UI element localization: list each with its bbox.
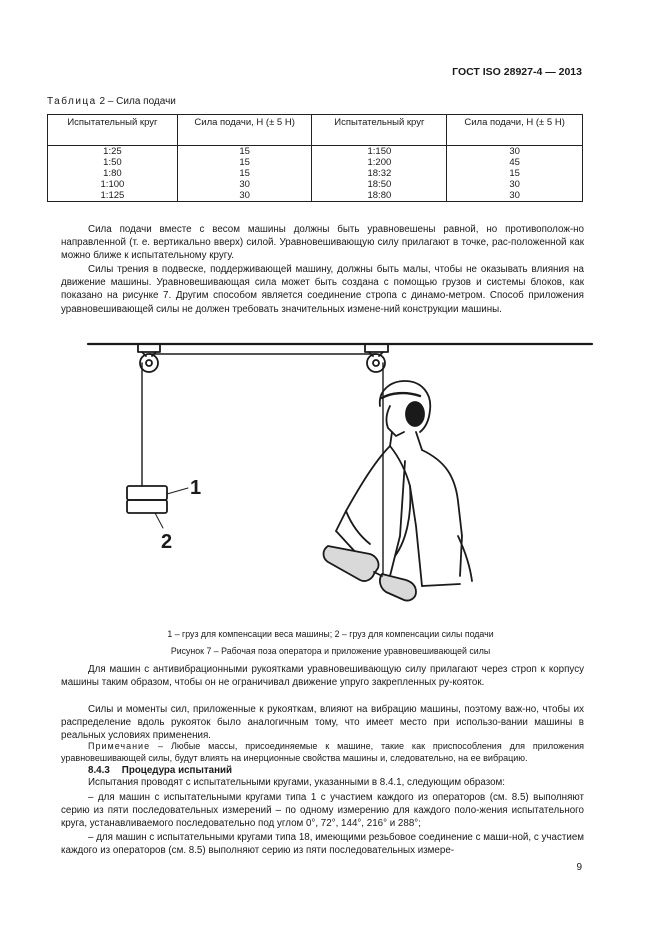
grinder-tool: [324, 546, 417, 601]
figure-label-2: 2: [161, 531, 173, 553]
paragraph-antivibration: [61, 663, 584, 689]
table-cell: 1:50: [48, 157, 178, 168]
paragraph-text: Силы и моменты сил, приложенные к рукояткам, влияют на вибрацию машины, поэтому важ-но, чтобы их распределение вдоль рукояток было аналогичным тому, что имеет место при использо-вании машины в реальных условиях применения.: [61, 704, 584, 742]
table-cell: 1:200: [312, 157, 447, 168]
table-cell: 1:150: [312, 146, 447, 158]
table-cell: 30: [447, 190, 583, 202]
figure-legend: 1 – груз для компенсации веса машины; 2 – груз для компенсации силы подачи: [167, 629, 494, 639]
paragraph-text: – для машин с испытательными кругами типа 1 с участием каждого из операторов (см. 8.5) выполняют серию из пяти последовательных измерений – по одному измерению для каждого поло-жения испытательного круга, устанавливаемого последовательно под углом 0°, 72°, 144°, 216° и 288°;: [61, 792, 584, 830]
table-row: [48, 146, 583, 158]
table-cell: 18:50: [312, 179, 447, 190]
paragraph-type1: [61, 791, 584, 831]
table-row: [48, 179, 583, 190]
table-caption: [47, 96, 176, 107]
note-label: Примечание: [88, 741, 151, 751]
figure-caption: Рисунок 7 – Рабочая поза оператора и приложение уравновешивающей силы: [170, 646, 491, 656]
table-row: [48, 157, 583, 168]
table-cell: 30: [447, 146, 583, 158]
table-cell: 30: [177, 190, 312, 202]
table-cell: 18:80: [312, 190, 447, 202]
header-cell: Сила подачи, Н (± 5 Н): [447, 115, 583, 146]
table-row: [48, 190, 583, 202]
table-cell: 1:100: [48, 179, 178, 190]
paragraph-friction: [61, 263, 584, 316]
right-pulley-icon: [365, 344, 388, 372]
table-row: [48, 168, 583, 179]
paragraph-type18: [61, 831, 584, 857]
table-cell: 1:25: [48, 146, 178, 158]
paragraph-balance-force: [61, 223, 584, 263]
figure-label-1: 1: [190, 477, 202, 499]
table-cell: 15: [177, 157, 312, 168]
section-number: 8.4.3: [88, 765, 110, 776]
table-cell: 45: [447, 157, 583, 168]
paragraph-text: Силы трения в подвеске, поддерживающей машину, должны быть малы, чтобы не оказывать влияния на движение машины. Уравновешивающая сила может быть создана с помощью грузов и системы блоков, как показано на рисунке 7. Другим способом является соединение стропа с динамо-метром. Способ приложения уравновешивающей силы не должен требовать значительных измене-ний конструкции машины.: [61, 264, 584, 315]
weight-2: [127, 500, 167, 513]
header-cell: Испытательный круг: [312, 115, 447, 146]
table-header-row: [48, 115, 583, 146]
table-caption-text: 2 – Сила подачи: [99, 96, 176, 107]
table-cell: 15: [447, 168, 583, 179]
table-cell: 30: [177, 179, 312, 190]
feed-force-table: [47, 114, 583, 202]
page-number: 9: [576, 862, 582, 873]
header-cell: Сила подачи, Н (± 5 Н): [177, 115, 312, 146]
table-cell: 30: [447, 179, 583, 190]
section-title: Процедура испытаний: [121, 765, 233, 776]
table-caption-label: Таблица: [47, 96, 97, 107]
header-cell: Испытательный круг: [48, 115, 178, 146]
paragraph-moments: [61, 703, 584, 743]
operator-head: [380, 381, 430, 450]
paragraph-test-intro: [61, 776, 584, 789]
paragraph-text: – для машин с испытательными кругами типа 18, имеющими резьбовое соединение с маши-ной, с участием каждого из операторов (см. 8.5) выполняют серию из пяти последовательных измере-: [61, 832, 584, 857]
paragraph-text: Сила подачи вместе с весом машины должны быть уравновешены равной, но противополож-но направленной (т. е. вертикально вверх) силой. Уравновешивающую силу прилагают в точке, рас-положенной как можно ближе к испытательному кругу.: [61, 224, 584, 262]
note-text: – Любые массы, присоединяемые к машине, такие как приспособления для приложения уравновешивающей силы, будут влиять на инерционные свойства машины и, следовательно, на ее вибрацию.: [61, 741, 584, 763]
figure-7-operator-posture: [60, 336, 595, 626]
document-header: ГОСТ ISO 28927-4 — 2013: [452, 66, 582, 78]
paragraph-text: Испытания проводят с испытательными кругами, указанными в 8.4.1, следующим образом:: [88, 777, 505, 788]
paragraph-text: Для машин с антивибрационными рукоятками уравновешивающую силу прилагают через строп к корпусу машины таким образом, чтобы он не ограничивал движение упруго закрепленных ру-кояток.: [61, 664, 584, 689]
table-cell: 18:32: [312, 168, 447, 179]
table-cell: 15: [177, 168, 312, 179]
table-cell: 1:125: [48, 190, 178, 202]
table-cell: 1:80: [48, 168, 178, 179]
note: [61, 741, 584, 764]
table-cell: 15: [177, 146, 312, 158]
weight-1: [127, 486, 167, 500]
